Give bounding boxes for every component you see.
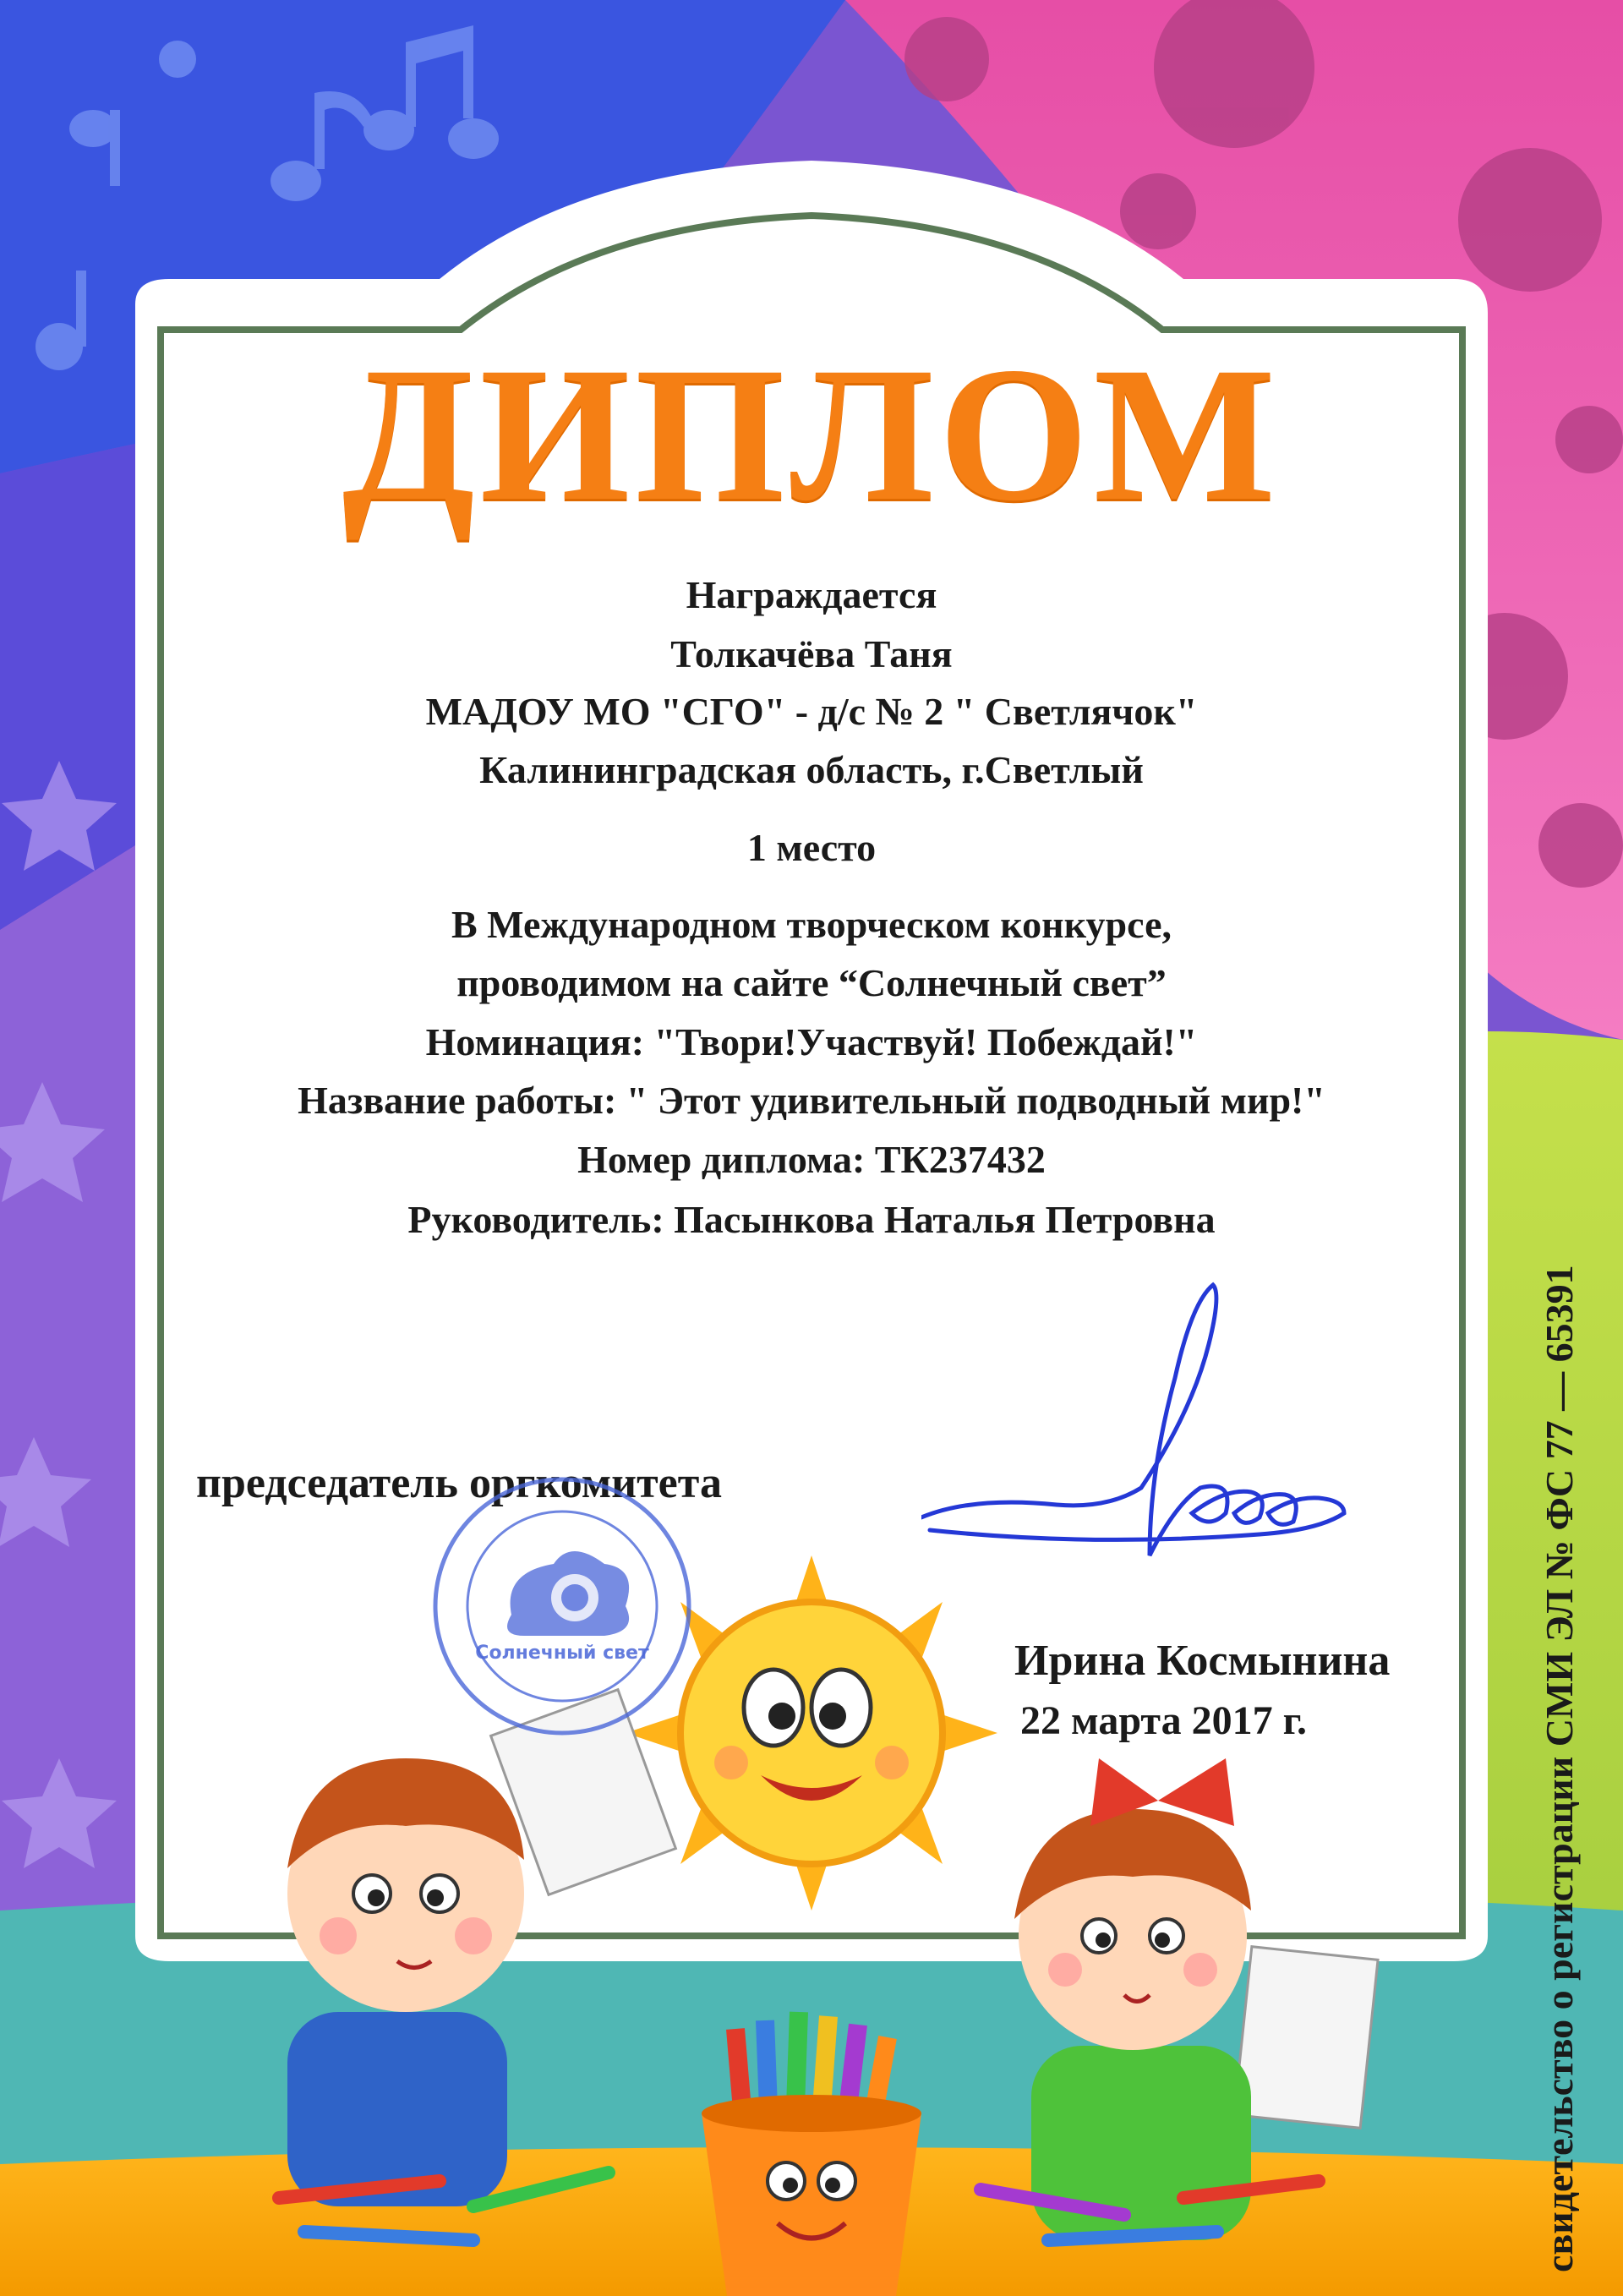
signature: [921, 1276, 1361, 1606]
diploma-number: Номер диплома: ТК237432: [577, 1138, 1046, 1181]
recipient-name: Толкачёва Таня: [670, 632, 953, 675]
registration-note: свидетельство о регистрации СМИ ЭЛ № ФС 77 — 65391: [1538, 1265, 1581, 2272]
place: 1 место: [746, 826, 877, 869]
signer-name: Ирина Космынина: [1014, 1637, 1391, 1685]
nomination: Номинация: "Твори!Участвуй! Побеждай!": [425, 1020, 1198, 1063]
work-title: Название работы: " Этот удивительный подводный мир!": [298, 1079, 1325, 1122]
supervisor: Руководитель: Пасынкова Наталья Петровна: [407, 1198, 1216, 1241]
issue-date: 22 марта 2017 г.: [1020, 1698, 1307, 1743]
svg-text:Солнечный свет: Солнечный свет: [475, 1643, 649, 1664]
official-stamp: [427, 1471, 697, 1741]
diploma-title: ДИПЛОМ: [342, 328, 1281, 541]
contest-line-2: проводимом на сайте “Солнечный свет”: [456, 961, 1167, 1004]
institution: МАДОУ МО "СГО" - д/с № 2 " Светлячок": [425, 690, 1198, 733]
award-line: Награждается: [686, 573, 937, 616]
contest-line-1: В Международном творческом конкурсе,: [451, 903, 1172, 946]
location: Калининградская область, г.Светлый: [479, 748, 1144, 791]
chair-label: председатель оргкомитета: [196, 1459, 722, 1507]
